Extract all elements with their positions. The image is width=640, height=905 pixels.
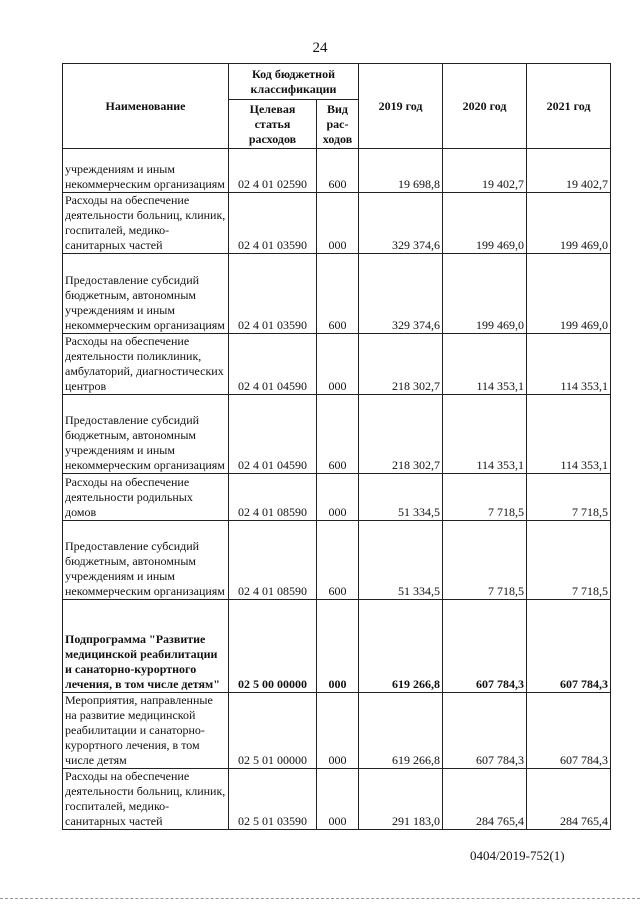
row-code: 02 5 00 00000 [229,600,317,693]
row-2021: 7 718,5 [527,474,611,521]
row-kind: 000 [317,474,359,521]
row-kind: 600 [317,149,359,193]
row-kind: 000 [317,693,359,769]
row-code: 02 4 01 03590 [229,193,317,254]
row-2019: 619 266,8 [359,693,443,769]
table-row [63,149,611,193]
row-kind: 600 [317,521,359,600]
row-code: 02 4 01 08590 [229,521,317,600]
header-2021: 2021 год [527,64,611,149]
row-2021: 7 718,5 [527,521,611,600]
row-name: Предоставление субсидий бюджетным, автономным учреждениям и иным некоммерческим организациям [63,395,229,474]
row-name: Расходы на обеспечение деятельности больниц, клиник, госпиталей, медико-санитарных частей [63,769,229,830]
row-2019: 619 266,8 [359,600,443,693]
header-name: Наименование [63,64,229,149]
row-code: 02 4 01 03590 [229,254,317,334]
row-2019: 51 334,5 [359,474,443,521]
row-kind: 000 [317,334,359,395]
table-row [63,521,611,600]
row-name: Расходы на обеспечение деятельности родильных домов [63,474,229,521]
row-2021: 114 353,1 [527,334,611,395]
row-name: Предоставление субсидий бюджетным, автономным учреждениям и иным некоммерческим организациям [63,521,229,600]
row-name: Подпрограмма "Развитие медицинской реабилитации и санаторно-курортного лечения, в том числе детям" [63,600,229,693]
row-code: 02 5 01 00000 [229,693,317,769]
row-2019: 329 374,6 [359,254,443,334]
row-code: 02 4 01 02590 [229,149,317,193]
row-code: 02 4 01 08590 [229,474,317,521]
row-kind: 000 [317,600,359,693]
row-name: Расходы на обеспечение деятельности поликлиник, амбулаторий, диагностических центров [63,334,229,395]
row-kind: 000 [317,769,359,830]
row-2021: 19 402,7 [527,149,611,193]
table-row [63,693,611,769]
row-2020: 7 718,5 [443,521,527,600]
row-2020: 607 784,3 [443,600,527,693]
header-2020: 2020 год [443,64,527,149]
row-2019: 19 698,8 [359,149,443,193]
table-row [63,254,611,334]
row-name: Мероприятия, направленные на развитие медицинской реабилитации и санаторно-курортного лечения, в том числе детям [63,693,229,769]
budget-table [62,63,611,830]
row-2019: 329 374,6 [359,193,443,254]
table-row [63,395,611,474]
row-2021: 284 765,4 [527,769,611,830]
row-kind: 600 [317,254,359,334]
row-2019: 218 302,7 [359,395,443,474]
row-2021: 607 784,3 [527,600,611,693]
row-kind: 600 [317,395,359,474]
row-code: 02 4 01 04590 [229,395,317,474]
row-2020: 607 784,3 [443,693,527,769]
header-2019: 2019 год [359,64,443,149]
row-2019: 291 183,0 [359,769,443,830]
row-2020: 114 353,1 [443,395,527,474]
row-2020: 199 469,0 [443,193,527,254]
row-code: 02 4 01 04590 [229,334,317,395]
row-2021: 607 784,3 [527,693,611,769]
row-kind: 000 [317,193,359,254]
row-2021: 199 469,0 [527,193,611,254]
row-code: 02 5 01 03590 [229,769,317,830]
row-name: учреждениям и иным некоммерческим организациям [63,149,229,193]
table-row [63,334,611,395]
row-2019: 51 334,5 [359,521,443,600]
row-2020: 284 765,4 [443,769,527,830]
row-2019: 218 302,7 [359,334,443,395]
table-row-subprogram [63,600,611,693]
table-row [63,769,611,830]
row-2021: 114 353,1 [527,395,611,474]
header-expense-kind: Вид рас- ходов [317,100,359,149]
row-2020: 7 718,5 [443,474,527,521]
row-2020: 199 469,0 [443,254,527,334]
row-2020: 19 402,7 [443,149,527,193]
footer-divider [0,898,640,899]
row-name: Расходы на обеспечение деятельности больниц, клиник, госпиталей, медико-санитарных частей [63,193,229,254]
header-target-article: Целевая статья расходов [229,100,317,149]
row-2021: 199 469,0 [527,254,611,334]
document-id: 0404/2019-752(1) [470,848,565,863]
row-2020: 114 353,1 [443,334,527,395]
page-number: 24 [312,40,328,56]
header-budget-code: Код бюджетной классификации [229,64,359,100]
row-name: Предоставление субсидий бюджетным, автономным учреждениям и иным некоммерческим организациям [63,254,229,334]
table-row [63,474,611,521]
table-row [63,193,611,254]
